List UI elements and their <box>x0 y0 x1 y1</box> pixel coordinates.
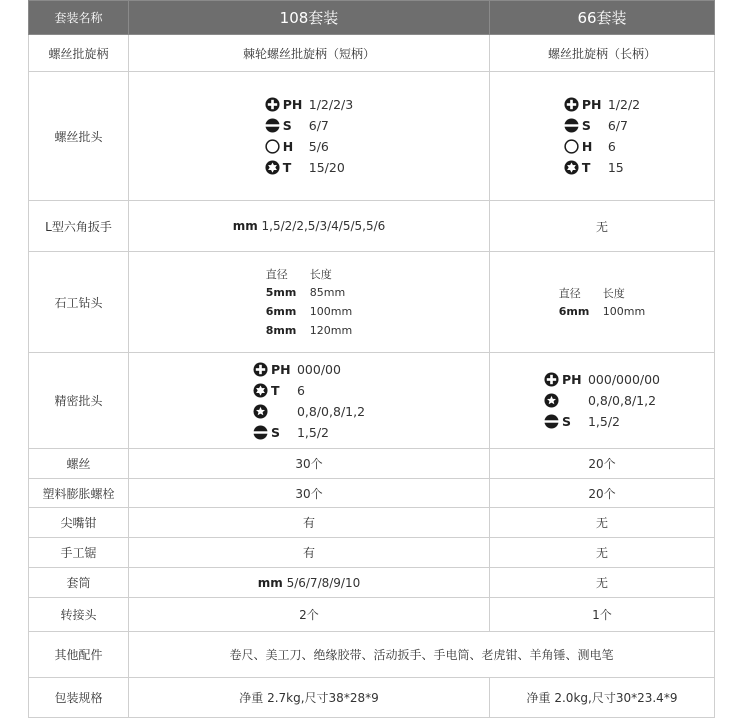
row-label: 螺丝批头 <box>29 72 129 201</box>
row-label: 石工钻头 <box>29 252 129 353</box>
cell-handle-a: 棘轮螺丝批旋柄（短柄） <box>129 35 490 72</box>
phillips-icon <box>265 97 280 112</box>
cell-hexkey-b: 无 <box>490 201 715 252</box>
bit-row <box>253 401 365 422</box>
cell-screws-b: 20个 <box>490 449 715 479</box>
hexkey-sizes: 1,5/2/2,5/3/4/5/5,5/6 <box>261 219 386 233</box>
bit-sizes: 1,5/2 <box>296 424 330 440</box>
drill-length: 85mm <box>309 286 346 299</box>
row-sockets <box>29 568 715 598</box>
row-label: 手工锯 <box>29 538 129 568</box>
cell-adapter-a: 2个 <box>129 598 490 632</box>
cell-pliers-a: 有 <box>129 508 490 538</box>
row-label: L型六角扳手 <box>29 201 129 252</box>
row-packing <box>29 678 715 718</box>
drill-length: 100mm <box>602 305 646 318</box>
cell-handle-b: 螺丝批旋柄（长柄） <box>490 35 715 72</box>
bit-code: S <box>561 414 571 429</box>
bit-code: PH <box>561 372 582 387</box>
row-handle <box>29 35 715 72</box>
row-label: 套筒 <box>29 568 129 598</box>
drill-row <box>266 321 352 340</box>
cell-packing-b: 净重 2.0kg,尺寸30*23.4*9 <box>490 678 715 718</box>
bit-row <box>253 422 365 443</box>
bit-sizes: 15 <box>607 160 624 175</box>
cell-pliers-b: 无 <box>490 508 715 538</box>
row-adapter <box>29 598 715 632</box>
row-precision <box>29 353 715 449</box>
bit-sizes: 6/7 <box>308 118 329 133</box>
drill-header <box>559 283 645 302</box>
bit-row <box>265 115 353 136</box>
row-bits <box>29 72 715 201</box>
cell-bits-a <box>129 72 490 201</box>
cell-precision-a <box>129 353 490 449</box>
bit-row <box>564 157 640 178</box>
row-saw <box>29 538 715 568</box>
row-label: 包装规格 <box>29 678 129 718</box>
row-drill <box>29 252 715 353</box>
bit-list <box>564 94 640 178</box>
bit-sizes: 15/20 <box>308 160 345 175</box>
cell-sockets-a <box>129 568 490 598</box>
bit-code: PH <box>581 97 602 112</box>
drill-diameter: 6mm <box>558 305 590 318</box>
cell-accessories: 卷尺、美工刀、绝缘胶带、活动扳手、手电筒、老虎钳、羊角锤、测电笔 <box>129 632 715 678</box>
cell-anchors-a: 30个 <box>129 479 490 508</box>
bit-code: T <box>270 382 280 398</box>
drill-diameter: 6mm <box>265 305 297 318</box>
bit-code: PH <box>282 97 303 112</box>
bit-row <box>564 115 640 136</box>
drill-table <box>559 283 645 321</box>
bit-code: T <box>581 160 591 175</box>
spec-table <box>28 0 715 718</box>
row-label: 尖嘴钳 <box>29 508 129 538</box>
bit-sizes: 6 <box>607 139 616 154</box>
phillips-icon <box>544 372 559 387</box>
bit-sizes: 6/7 <box>607 118 628 133</box>
bit-row <box>253 380 365 401</box>
bit-code: S <box>581 118 591 133</box>
bit-row <box>265 136 353 157</box>
bit-list <box>265 94 353 178</box>
unit-label: mm <box>232 219 258 233</box>
bit-sizes: 0,8/0,8/1,2 <box>296 403 366 419</box>
row-pliers <box>29 508 715 538</box>
drill-diameter: 5mm <box>265 286 297 299</box>
cell-hexkey-a <box>129 201 490 252</box>
hex-icon <box>265 139 280 154</box>
drill-diameter: 8mm <box>265 324 297 337</box>
header-name: 套装名称 <box>29 1 129 35</box>
bit-list <box>544 369 660 432</box>
cell-drill-b <box>490 252 715 353</box>
bit-code: S <box>270 424 280 440</box>
bit-sizes: 5/6 <box>308 139 329 154</box>
pentalobe-icon <box>253 404 268 419</box>
bit-code: T <box>282 160 292 175</box>
bit-code: S <box>282 118 292 133</box>
row-label: 塑料膨胀螺栓 <box>29 479 129 508</box>
cell-precision-b <box>490 353 715 449</box>
header-set-a: 108套装 <box>129 1 490 35</box>
unit-label: mm <box>257 575 283 590</box>
drill-table <box>266 264 352 340</box>
row-label: 螺丝批旋柄 <box>29 35 129 72</box>
cell-drill-a <box>129 252 490 353</box>
bit-row <box>544 411 660 432</box>
row-anchors <box>29 479 715 508</box>
header-set-b: 66套装 <box>490 1 715 35</box>
drill-header <box>266 264 352 283</box>
col-length: 长度 <box>602 286 625 300</box>
torx-icon <box>564 160 579 175</box>
bit-row <box>564 94 640 115</box>
drill-row <box>266 283 352 302</box>
slotted-icon <box>265 118 280 133</box>
bit-row <box>544 369 660 390</box>
torx-icon <box>265 160 280 175</box>
col-diameter: 直径 <box>265 267 288 281</box>
bit-sizes: 1,5/2 <box>587 414 621 429</box>
hex-icon <box>564 139 579 154</box>
bit-sizes: 000/000/00 <box>587 372 661 387</box>
socket-sizes: 5/6/7/8/9/10 <box>286 575 361 590</box>
bit-sizes: 000/00 <box>296 361 341 377</box>
bit-row <box>253 359 365 380</box>
cell-screws-a: 30个 <box>129 449 490 479</box>
row-label: 螺丝 <box>29 449 129 479</box>
cell-anchors-b: 20个 <box>490 479 715 508</box>
drill-row <box>559 302 645 321</box>
bit-list <box>253 359 365 443</box>
slotted-icon <box>544 414 559 429</box>
bit-row <box>564 136 640 157</box>
cell-sockets-b: 无 <box>490 568 715 598</box>
bit-code: PH <box>270 361 291 377</box>
cell-adapter-b: 1个 <box>490 598 715 632</box>
row-label: 其他配件 <box>29 632 129 678</box>
col-diameter: 直径 <box>558 286 581 300</box>
bit-row <box>265 94 353 115</box>
col-length: 长度 <box>309 267 332 281</box>
pentalobe-icon <box>544 393 559 408</box>
row-screws <box>29 449 715 479</box>
slotted-icon <box>253 425 268 440</box>
row-accessories <box>29 632 715 678</box>
row-label: 精密批头 <box>29 353 129 449</box>
bit-code: H <box>282 139 294 154</box>
bit-row <box>265 157 353 178</box>
row-hexkey <box>29 201 715 252</box>
bit-row <box>544 390 660 411</box>
bit-sizes: 1/2/2/3 <box>308 97 354 112</box>
torx-icon <box>253 383 268 398</box>
slotted-icon <box>564 118 579 133</box>
phillips-icon <box>253 362 268 377</box>
bit-sizes: 0,8/0,8/1,2 <box>587 393 657 408</box>
drill-length: 100mm <box>309 305 353 318</box>
header-row <box>29 1 715 35</box>
drill-row <box>266 302 352 321</box>
bit-sizes: 1/2/2 <box>607 97 641 112</box>
row-label: 转接头 <box>29 598 129 632</box>
bit-sizes: 6 <box>296 382 305 398</box>
bit-code: H <box>581 139 593 154</box>
drill-length: 120mm <box>309 324 353 337</box>
cell-saw-a: 有 <box>129 538 490 568</box>
cell-saw-b: 无 <box>490 538 715 568</box>
cell-packing-a: 净重 2.7kg,尺寸38*28*9 <box>129 678 490 718</box>
phillips-icon <box>564 97 579 112</box>
cell-bits-b <box>490 72 715 201</box>
